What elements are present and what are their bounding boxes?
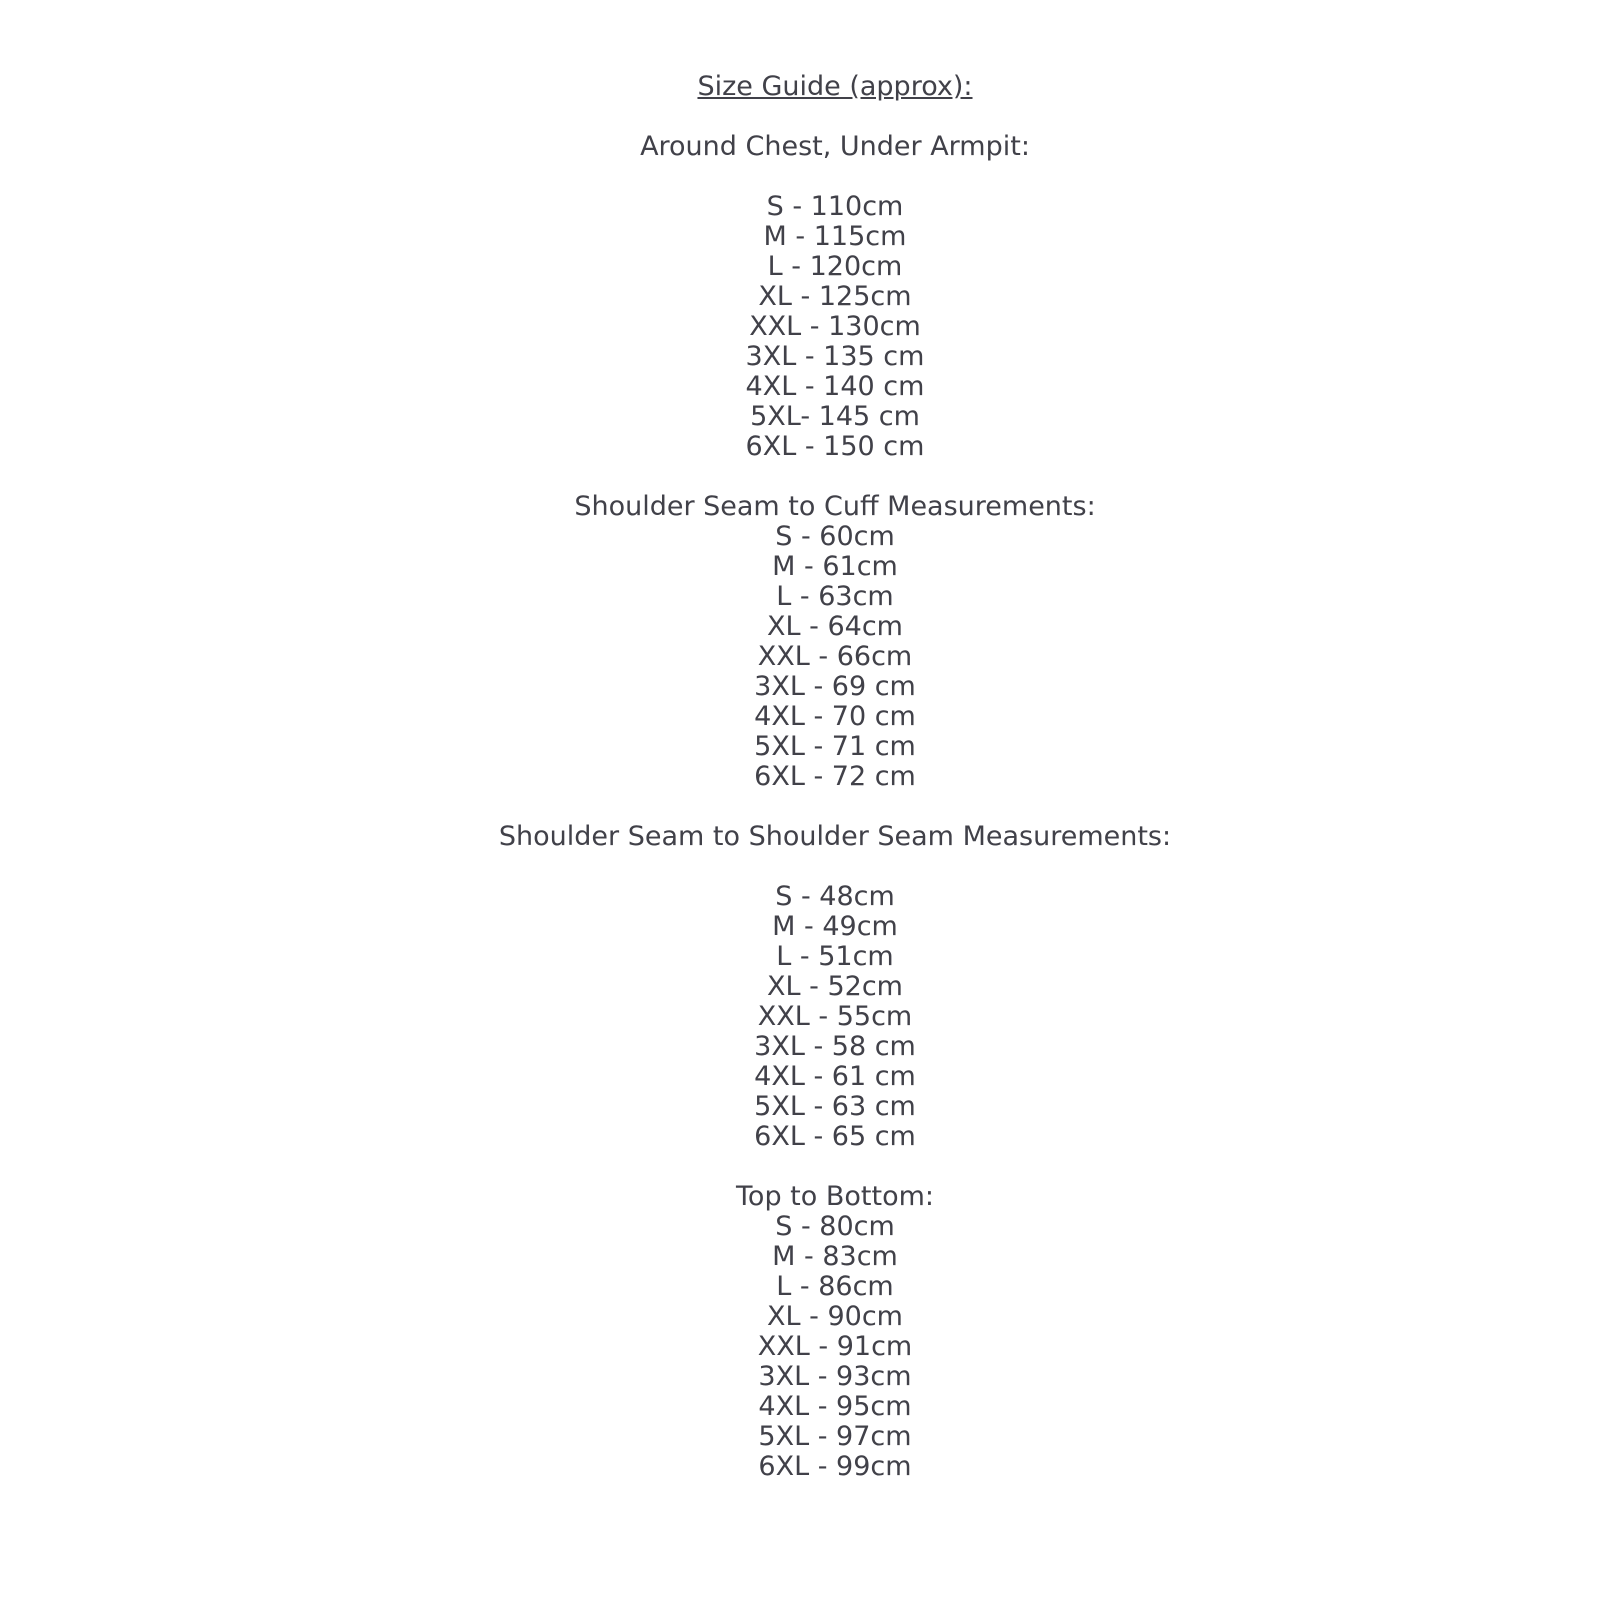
size-row: 5XL - 97cm	[758, 1421, 912, 1452]
section-heading: Top to Bottom:	[736, 1181, 934, 1212]
size-row: 4XL - 61 cm	[754, 1061, 916, 1092]
size-row: XL - 125cm	[758, 281, 912, 312]
size-row: 5XL - 63 cm	[754, 1091, 916, 1122]
size-row: S - 48cm	[775, 881, 895, 912]
size-row: XXL - 55cm	[757, 1001, 913, 1032]
blank-line	[70, 1152, 1600, 1182]
size-row: L - 63cm	[776, 581, 894, 612]
size-row: 3XL - 58 cm	[754, 1031, 916, 1062]
size-row: L - 86cm	[776, 1271, 894, 1302]
blank-line	[70, 162, 1600, 192]
size-row: XL - 90cm	[767, 1301, 903, 1332]
size-row: 6XL - 72 cm	[754, 761, 916, 792]
size-row: M - 115cm	[763, 221, 907, 252]
size-row: XL - 52cm	[767, 971, 903, 1002]
size-row: 6XL - 65 cm	[754, 1121, 916, 1152]
size-row: XXL - 91cm	[757, 1331, 913, 1362]
size-guide-sections	[70, 102, 1600, 1482]
size-row: XL - 64cm	[767, 611, 903, 642]
section-heading: Shoulder Seam to Shoulder Seam Measurements:	[498, 821, 1172, 852]
section-heading: Around Chest, Under Armpit:	[640, 131, 1030, 162]
section-heading: Shoulder Seam to Cuff Measurements:	[574, 491, 1096, 522]
size-row: 4XL - 70 cm	[754, 701, 916, 732]
size-row: S - 110cm	[766, 191, 904, 222]
size-row: XXL - 66cm	[757, 641, 913, 672]
size-row: 6XL - 99cm	[758, 1451, 912, 1482]
size-row: 5XL - 71 cm	[754, 731, 916, 762]
blank-line	[70, 462, 1600, 492]
size-row: 4XL - 95cm	[758, 1391, 912, 1422]
blank-line	[70, 852, 1600, 882]
size-row: XXL - 130cm	[749, 311, 921, 342]
size-row: S - 80cm	[775, 1211, 895, 1242]
size-row: 5XL- 145 cm	[750, 401, 920, 432]
size-guide-title: Size Guide (approx):	[697, 71, 973, 102]
size-row: S - 60cm	[775, 521, 895, 552]
size-row: 3XL - 93cm	[758, 1361, 912, 1392]
size-row: 6XL - 150 cm	[745, 431, 925, 462]
size-row: 3XL - 69 cm	[754, 671, 916, 702]
size-row: L - 120cm	[767, 251, 903, 282]
size-row: L - 51cm	[776, 941, 894, 972]
size-row: M - 49cm	[772, 911, 898, 942]
size-row: M - 83cm	[772, 1241, 898, 1272]
blank-line	[70, 792, 1600, 822]
size-row: 3XL - 135 cm	[745, 341, 925, 372]
size-row: M - 61cm	[772, 551, 898, 582]
size-row: 4XL - 140 cm	[745, 371, 925, 402]
blank-line	[70, 102, 1600, 132]
